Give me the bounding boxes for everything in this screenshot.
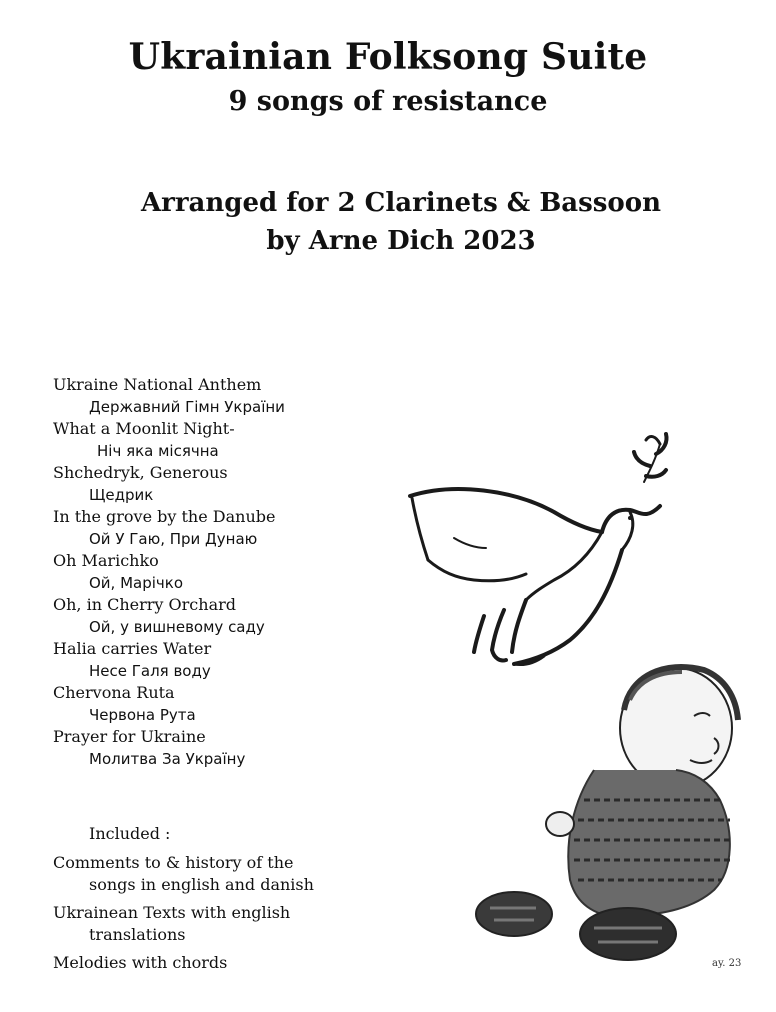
song-title-en: Shchedryk, Generous: [53, 463, 228, 482]
included-item-line: Melodies with chords: [53, 953, 228, 972]
song-title-en: Oh, in Cherry Orchard: [53, 595, 236, 614]
song-title-uk: Ніч яка місячна: [97, 442, 219, 460]
page-subtitle: 9 songs of resistance: [228, 86, 548, 117]
included-item: [53, 852, 373, 896]
page-title: Ukrainian Folksong Suite: [128, 36, 648, 78]
dove-and-child-drawing: [394, 420, 766, 986]
song-title-en: Chervona Ruta: [53, 683, 175, 702]
song-list: [53, 374, 393, 770]
song-title-uk: Щедрик: [89, 486, 154, 504]
song-title-uk: Червона Рута: [89, 706, 196, 724]
song-title-en: Oh Marichko: [53, 551, 159, 570]
artist-signature: ay. 23: [712, 958, 742, 969]
author-line: by Arne Dich 2023: [266, 226, 536, 256]
dove-with-olive-branch-icon: [410, 434, 667, 665]
song-title-en: What a Moonlit Night-: [53, 419, 235, 438]
song-title-uk: Молитва За Україну: [89, 750, 246, 768]
song-title-uk: Ой, у вишневому саду: [89, 618, 265, 636]
illustration: [394, 420, 766, 986]
included-item-line: translations: [89, 925, 186, 944]
song-title-uk: Державний Гімн України: [89, 398, 285, 416]
included-label: Included :: [89, 824, 171, 843]
included-item-line: Ukrainean Texts with english: [53, 903, 291, 922]
song-title-en: Prayer for Ukraine: [53, 727, 206, 746]
included-list: [53, 852, 373, 980]
song-title-en: Ukraine National Anthem: [53, 375, 262, 394]
arrangement-line: Arranged for 2 Clarinets & Bassoon: [140, 188, 662, 218]
included-item-line: Comments to & history of the: [53, 853, 294, 872]
song-title-uk: Ой, Марічко: [89, 574, 184, 592]
included-item-line: songs in english and danish: [89, 875, 314, 894]
child-looking-up-drawing: [476, 667, 738, 960]
song-title-en: In the grove by the Danube: [53, 507, 276, 526]
included-item: [53, 902, 373, 946]
song-title-uk: Несе Галя воду: [89, 662, 211, 680]
included-item: [53, 952, 373, 974]
song-title-en: Halia carries Water: [53, 639, 212, 658]
song-title-uk: Ой У Гаю, При Дунаю: [89, 530, 258, 548]
